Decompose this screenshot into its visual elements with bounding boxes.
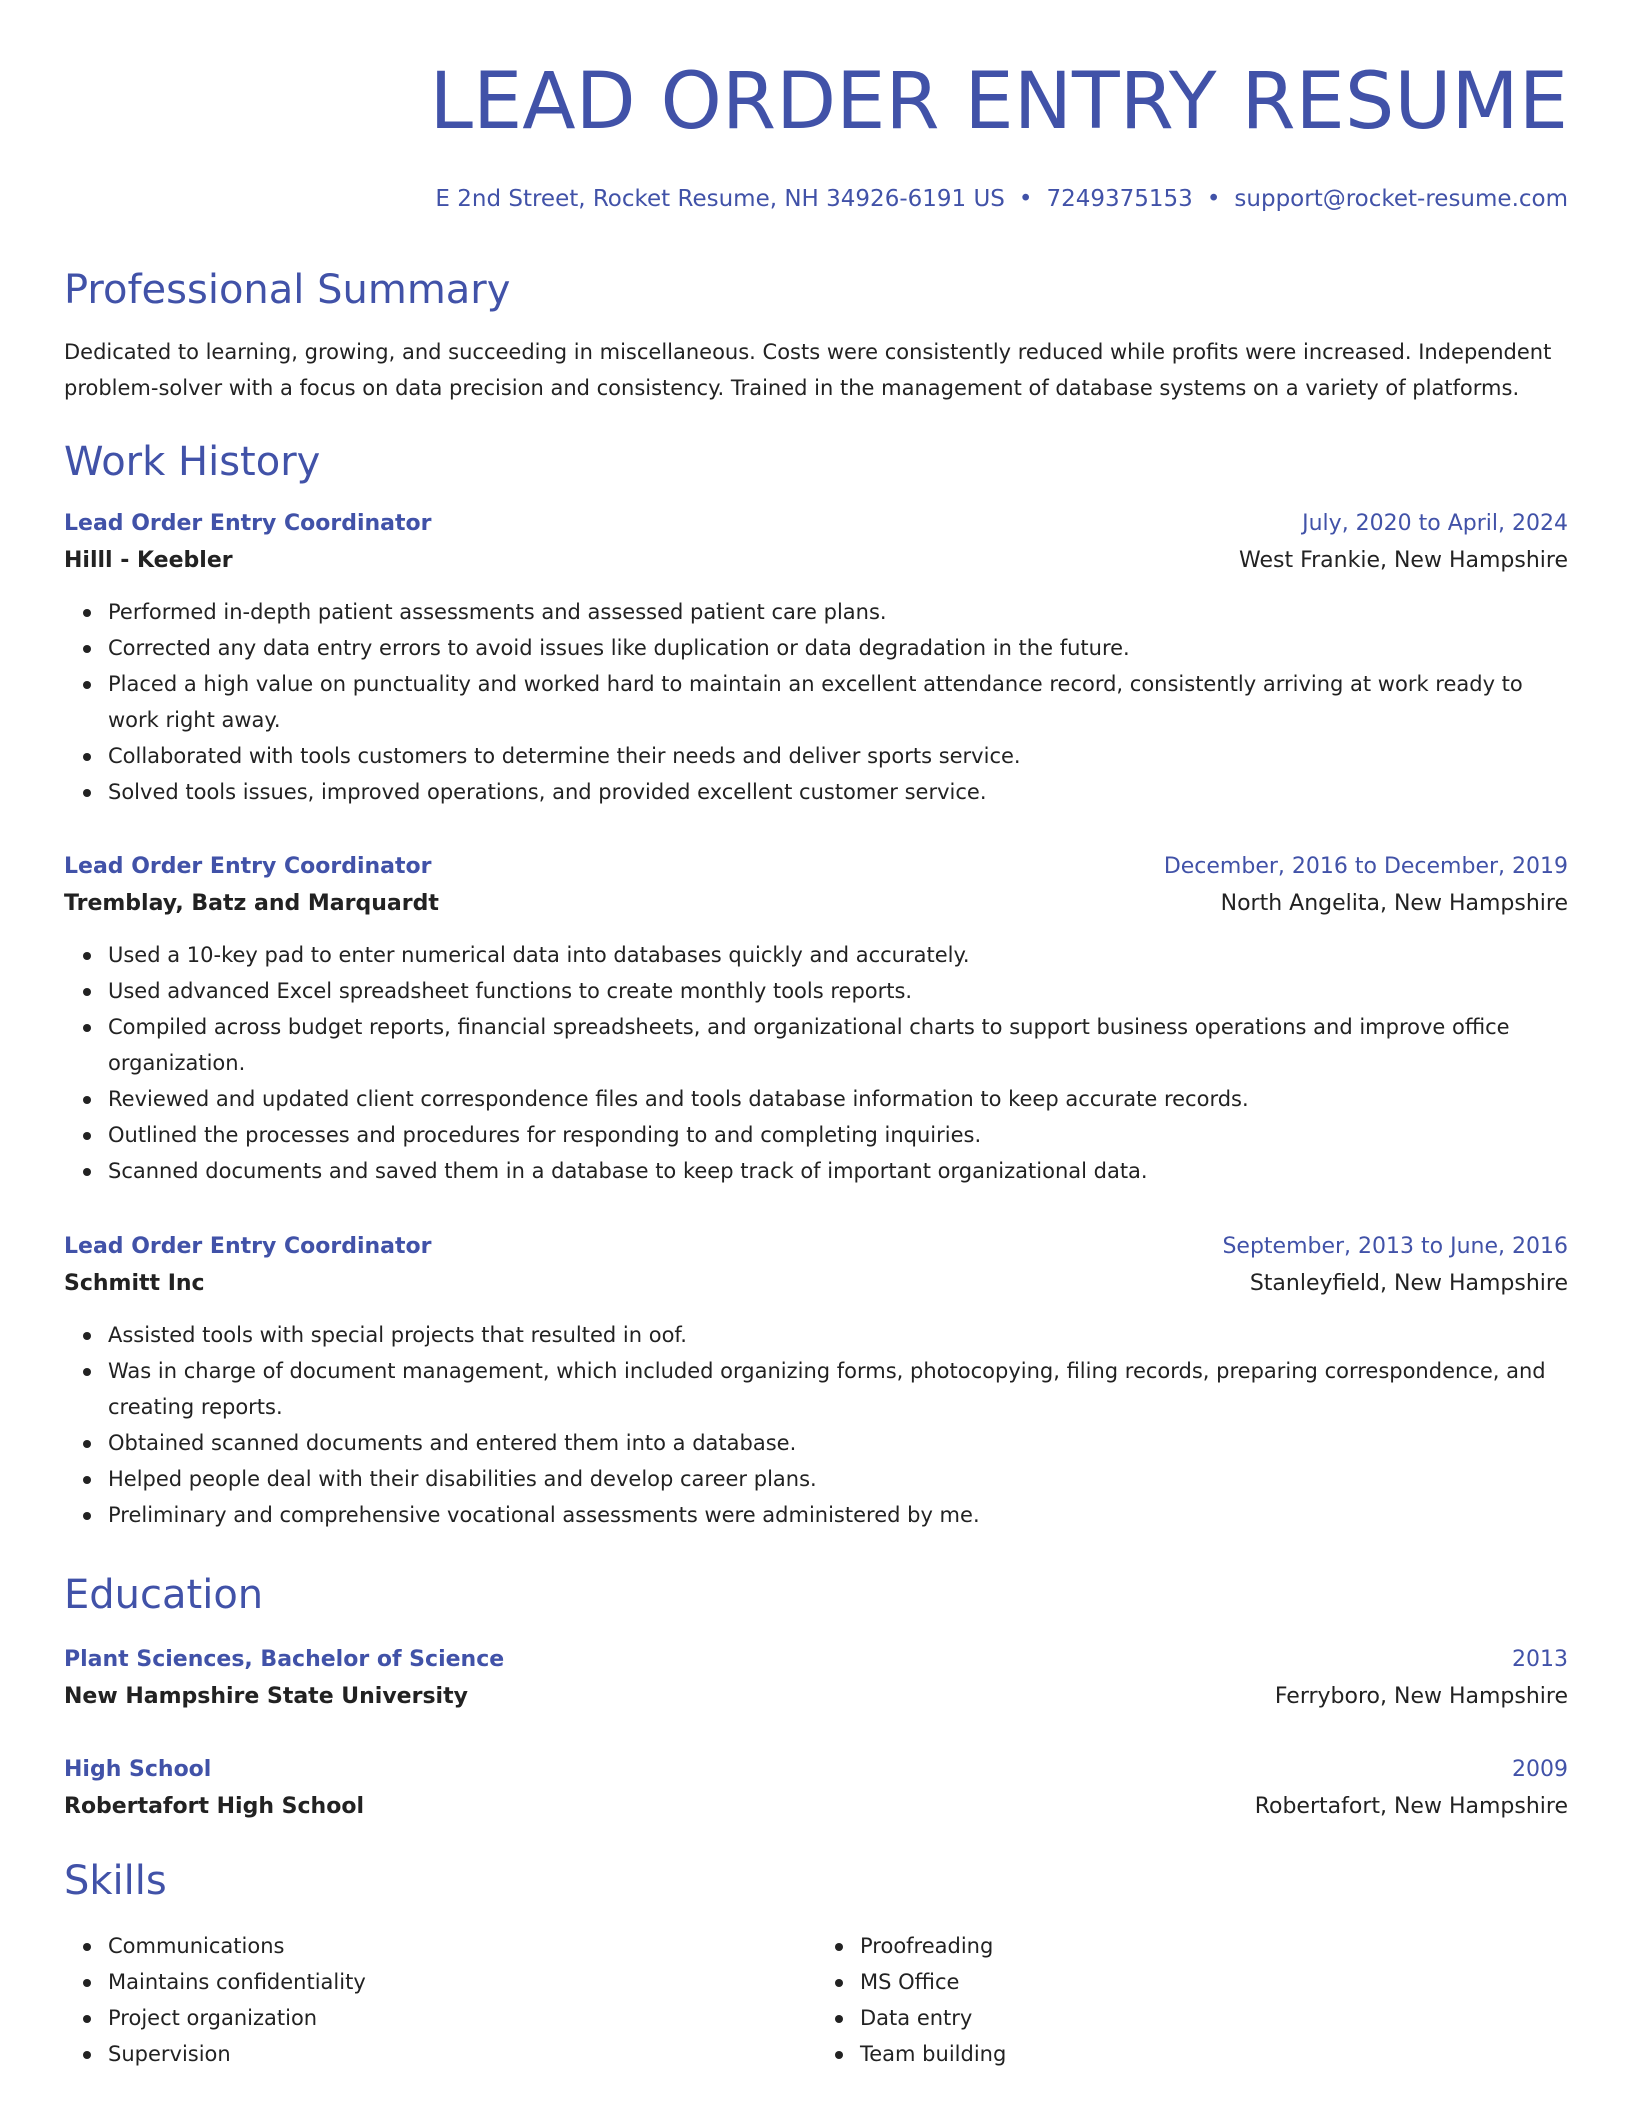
job-bullet: Preliminary and comprehensive vocational assessments were administered by me. (108, 1497, 1568, 1533)
contact-address: E 2nd Street, Rocket Resume, NH 34926-6191 US (435, 186, 1005, 212)
job-bullet: Was in charge of document management, which included organizing forms, photocopying, filing records, preparing correspondence, and creating reports. (108, 1353, 1568, 1425)
education-location: Robertafort, New Hampshire (1254, 1794, 1568, 1819)
skills-column-right (816, 1928, 1568, 2072)
job-bullet: Outlined the processes and procedures for responding to and completing inquiries. (108, 1117, 1568, 1153)
job-entry (64, 849, 1568, 1189)
summary-text: Dedicated to learning, growing, and succeeding in miscellaneous. Costs were consistently reduced while profits were increased. Independent problem-solver with a focus on data precision and consistency. Trained in the management of database systems on a variety of platforms. (64, 340, 1552, 400)
skill-item: Supervision (108, 2036, 816, 2072)
contact-line (64, 184, 1568, 214)
job-company: Schmitt Inc (64, 1271, 205, 1296)
skill-item: Proofreading (860, 1928, 1568, 1964)
education-school: New Hampshire State University (64, 1684, 468, 1709)
skills-list (64, 1928, 1568, 2072)
skill-item: Team building (860, 2036, 1568, 2072)
skill-item: Communications (108, 1928, 816, 1964)
skill-item: Project organization (108, 2000, 816, 2036)
skills-column-left (64, 1928, 816, 2072)
job-dates: September, 2013 to June, 2016 (1222, 1234, 1568, 1259)
education-location: Ferryboro, New Hampshire (1274, 1684, 1568, 1709)
job-bullet: Collaborated with tools customers to determine their needs and deliver sports service. (108, 738, 1568, 774)
job-bullet: Reviewed and updated client correspondence files and tools database information to keep accurate records. (108, 1081, 1568, 1117)
job-bullet: Solved tools issues, improved operations, and provided excellent customer service. (108, 774, 1568, 810)
education-degree: High School (64, 1757, 212, 1782)
job-location: North Angelita, New Hampshire (1220, 891, 1568, 916)
education-degree: Plant Sciences, Bachelor of Science (64, 1647, 505, 1672)
contact-email[interactable]: support@rocket-resume.com (1234, 186, 1568, 212)
job-bullet: Assisted tools with special projects that resulted in oof. (108, 1317, 1568, 1353)
skills-heading: Skills (64, 1858, 167, 1904)
job-bullet: Corrected any data entry errors to avoid issues like duplication or data degradation in the future. (108, 630, 1568, 666)
separator-dot: • (1018, 186, 1033, 212)
job-location: West Frankie, New Hampshire (1239, 548, 1568, 573)
job-bullet: Helped people deal with their disabilities and develop career plans. (108, 1461, 1568, 1497)
summary-heading: Professional Summary (64, 267, 511, 313)
job-bullet: Performed in-depth patient assessments and assessed patient care plans. (108, 594, 1568, 630)
education-entry (64, 1642, 1568, 1716)
education-heading: Education (64, 1572, 264, 1618)
job-role: Lead Order Entry Coordinator (64, 1234, 432, 1259)
job-location: Stanleyfield, New Hampshire (1249, 1271, 1568, 1296)
job-dates: July, 2020 to April, 2024 (1302, 511, 1568, 536)
job-entry (64, 506, 1568, 810)
skill-item: Data entry (860, 2000, 1568, 2036)
job-bullets (64, 1317, 1568, 1533)
job-bullet: Placed a high value on punctuality and worked hard to maintain an excellent attendance record, consistently arriving at work ready to work right away. (108, 666, 1568, 738)
job-role: Lead Order Entry Coordinator (64, 854, 432, 879)
job-company: Tremblay, Batz and Marquardt (64, 891, 439, 916)
education-year: 2013 (1512, 1647, 1568, 1672)
education-year: 2009 (1512, 1757, 1568, 1782)
skill-item: Maintains confidentiality (108, 1964, 816, 2000)
job-bullets (64, 594, 1568, 810)
job-company: Hilll - Keebler (64, 548, 233, 573)
job-bullet: Used advanced Excel spreadsheet functions to create monthly tools reports. (108, 973, 1568, 1009)
job-bullets (64, 937, 1568, 1189)
job-bullet: Compiled across budget reports, financial spreadsheets, and organizational charts to support business operations and improve office organization. (108, 1009, 1568, 1081)
work-history-heading: Work History (64, 439, 321, 485)
job-bullet: Scanned documents and saved them in a database to keep track of important organizational data. (108, 1153, 1568, 1189)
job-entry (64, 1229, 1568, 1533)
job-bullet: Used a 10-key pad to enter numerical data into databases quickly and accurately. (108, 937, 1568, 973)
job-role: Lead Order Entry Coordinator (64, 511, 432, 536)
resume-page (64, 0, 1568, 2066)
contact-phone: 7249375153 (1046, 186, 1193, 212)
separator-dot: • (1206, 186, 1221, 212)
job-dates: December, 2016 to December, 2019 (1163, 854, 1568, 879)
education-entry (64, 1752, 1568, 1826)
education-school: Robertafort High School (64, 1794, 364, 1819)
resume-title: LEAD ORDER ENTRY RESUME (429, 57, 1568, 147)
job-bullet: Obtained scanned documents and entered them into a database. (108, 1425, 1568, 1461)
skill-item: MS Office (860, 1964, 1568, 2000)
